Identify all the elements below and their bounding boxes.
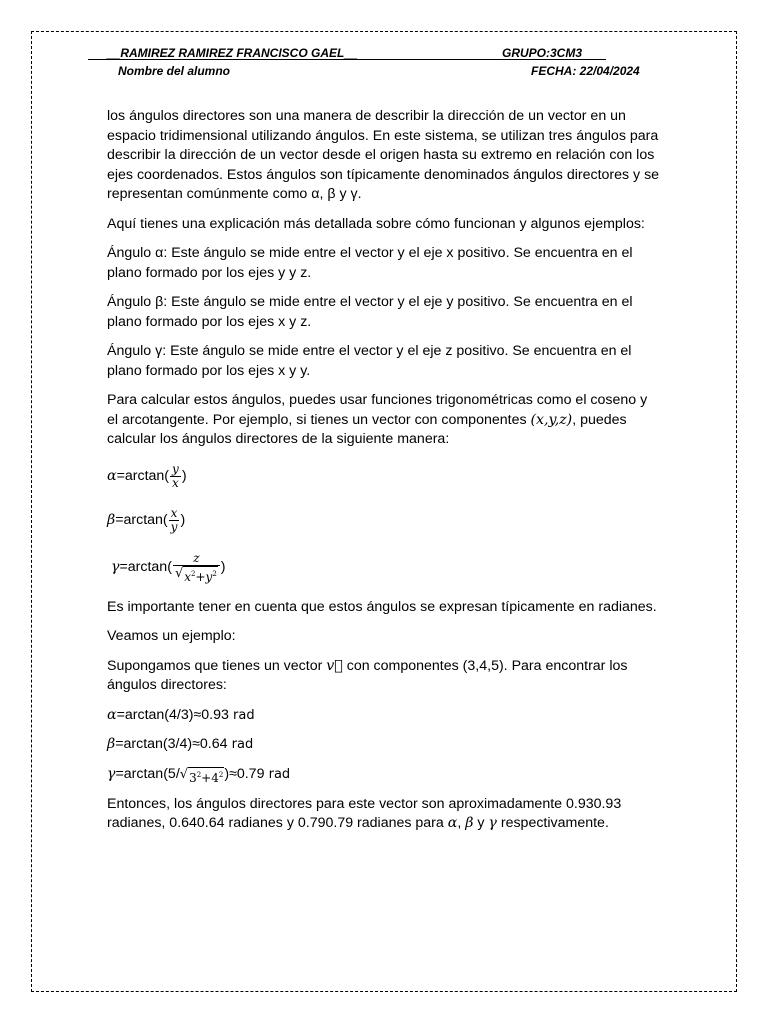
- example-intro: Veamos un ejemplo:: [107, 628, 236, 644]
- alpha-fraction: $\frac{y}{x}$: [172, 462, 179, 490]
- beta-example: β=arctan(3/4)≈0.64 rad: [107, 736, 254, 752]
- group-label: GRUPO:3CM3: [502, 46, 583, 60]
- gamma-paragraph: Ángulo γ: Este ángulo se mide entre el vector y el eje z positivo. Se encuentra en el plano formado por los ejes x y y.: [107, 343, 632, 379]
- alpha-formula: α =arctan( $\frac{y}{x}$ ): [107, 462, 187, 490]
- explanation-paragraph: Aquí tienes una explicación más detallada sobre cómo funcionan y algunos ejemplos:: [107, 215, 645, 232]
- calculation-paragraph: Para calcular estos ángulos, puedes usar funciones trigonométricas como el coseno y el arcotangente. Por ejemplo, si tienes un vector con componentes (x,y,z), puedes calcular los ángulos directores de la siguiente manera:: [107, 392, 648, 447]
- square-root-symbol: √ $x^2+y^2$: [174, 565, 217, 584]
- beta-formula: β =arctan( $\frac{x}{y}$ ): [107, 506, 186, 534]
- date-label: FECHA: 22/04/2024: [531, 64, 640, 78]
- alpha-example: α=arctan(4/3)≈0.93 rad: [107, 706, 255, 723]
- example-paragraph: Supongamos que tienes un vector v⃗ con componentes (3,4,5). Para encontrar los ángulos directores:: [107, 657, 628, 693]
- gamma-fraction: z √ $x^2+y^2$: [173, 552, 220, 584]
- conclusion-paragraph: Entonces, los ángulos directores para este vector son aproximadamente 0.930.93 radianes, 0.640.64 radianes y 0.790.79 radianes para α, β y γ respectivamente.: [107, 795, 622, 831]
- alpha-paragraph: Ángulo α: Este ángulo se mide entre el vector y el eje x positivo. Se encuentra en el plano formado por los ejes y y z.: [107, 245, 633, 281]
- gamma-example: γ=arctan(5/ √ $3^2+4^2$ )≈0.79 rad: [107, 765, 291, 785]
- document-body: [107, 107, 662, 844]
- name-caption: Nombre del alumno: [118, 64, 231, 78]
- beta-fraction: $\frac{x}{y}$: [170, 506, 178, 534]
- beta-paragraph: Ángulo β: Este ángulo se mide entre el vector y el eje y positivo. Se encuentra en el plano formado por los ejes x y z.: [107, 294, 633, 330]
- intro-paragraph: los ángulos directores son una manera de describir la dirección de un vector en un espacio tridimensional utilizando ángulos. En este sistema, se utilizan tres ángulos para describir la dirección de un vector desde el origen hasta su extremo en relación con los ejes coordenados. Estos ángulos son típicamente denominados ángulos directores y se representan comúnmente como α, β y γ.: [107, 108, 660, 202]
- square-root-symbol: √ $3^2+4^2$: [179, 766, 224, 785]
- components-math: (x,y,z): [530, 411, 573, 428]
- student-name: __RAMIREZ RAMIREZ FRANCISCO GAEL__: [107, 46, 358, 60]
- radians-paragraph: Es importante tener en cuenta que estos ángulos se expresan típicamente en radianes.: [107, 598, 657, 615]
- gamma-formula: γ =arctan( z √ $x^2+y^2$ ): [111, 550, 226, 584]
- vector-v-symbol: v⃗: [326, 657, 343, 674]
- document-header: [0, 0, 768, 90]
